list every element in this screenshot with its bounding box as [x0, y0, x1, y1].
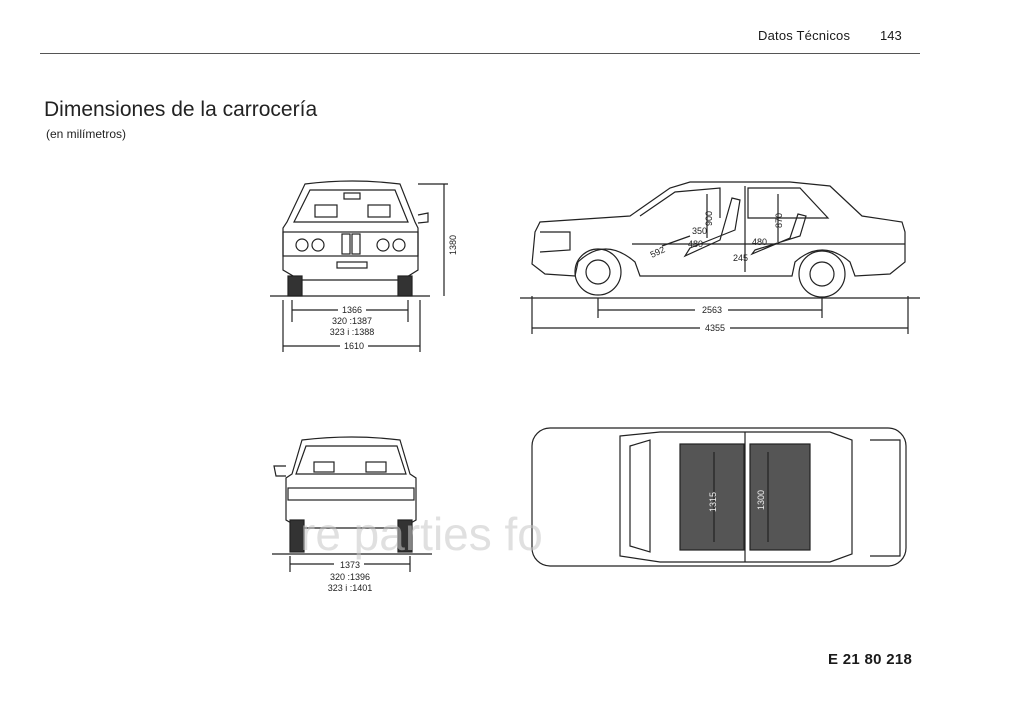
top-interior-dim-2: 1300	[756, 489, 766, 511]
rear-track-label: 1373	[339, 560, 361, 570]
rear-track-320-label: 320 :1396	[329, 572, 371, 582]
rear-track-323i-label: 323 i :1401	[327, 583, 373, 593]
document-code: E 21 80 218	[828, 651, 913, 668]
front-width-label: 1610	[343, 341, 365, 351]
front-height-label: 1380	[448, 234, 458, 256]
front-track-label: 1366	[341, 305, 363, 315]
interior-dim-1: 350	[692, 226, 708, 236]
interior-dim-5: 480	[752, 237, 768, 247]
top-view-drawing	[532, 428, 906, 566]
section-title: Datos Técnicos	[758, 28, 851, 43]
interior-dim-6: 245	[733, 253, 749, 263]
side-view-drawing	[532, 182, 905, 297]
wheelbase-label: 2563	[701, 305, 723, 315]
interior-dim-3: 480	[688, 239, 704, 249]
page-title: Dimensiones de la carrocería	[44, 98, 318, 121]
front-track-320-label: 320 :1387	[331, 316, 373, 326]
interior-dim-4: 592	[648, 244, 667, 260]
interior-dim-7: 870	[774, 212, 784, 228]
page-subtitle: (en milímetros)	[46, 127, 127, 141]
front-track-323i-label: 323 i :1388	[329, 327, 375, 337]
interior-dim-2: 900	[704, 210, 714, 226]
watermark-text: re parties fo	[300, 508, 543, 560]
top-interior-dim-1: 1315	[708, 491, 718, 513]
page-number: 143	[880, 28, 902, 43]
front-view-drawing	[283, 181, 428, 296]
length-label: 4355	[704, 323, 726, 333]
